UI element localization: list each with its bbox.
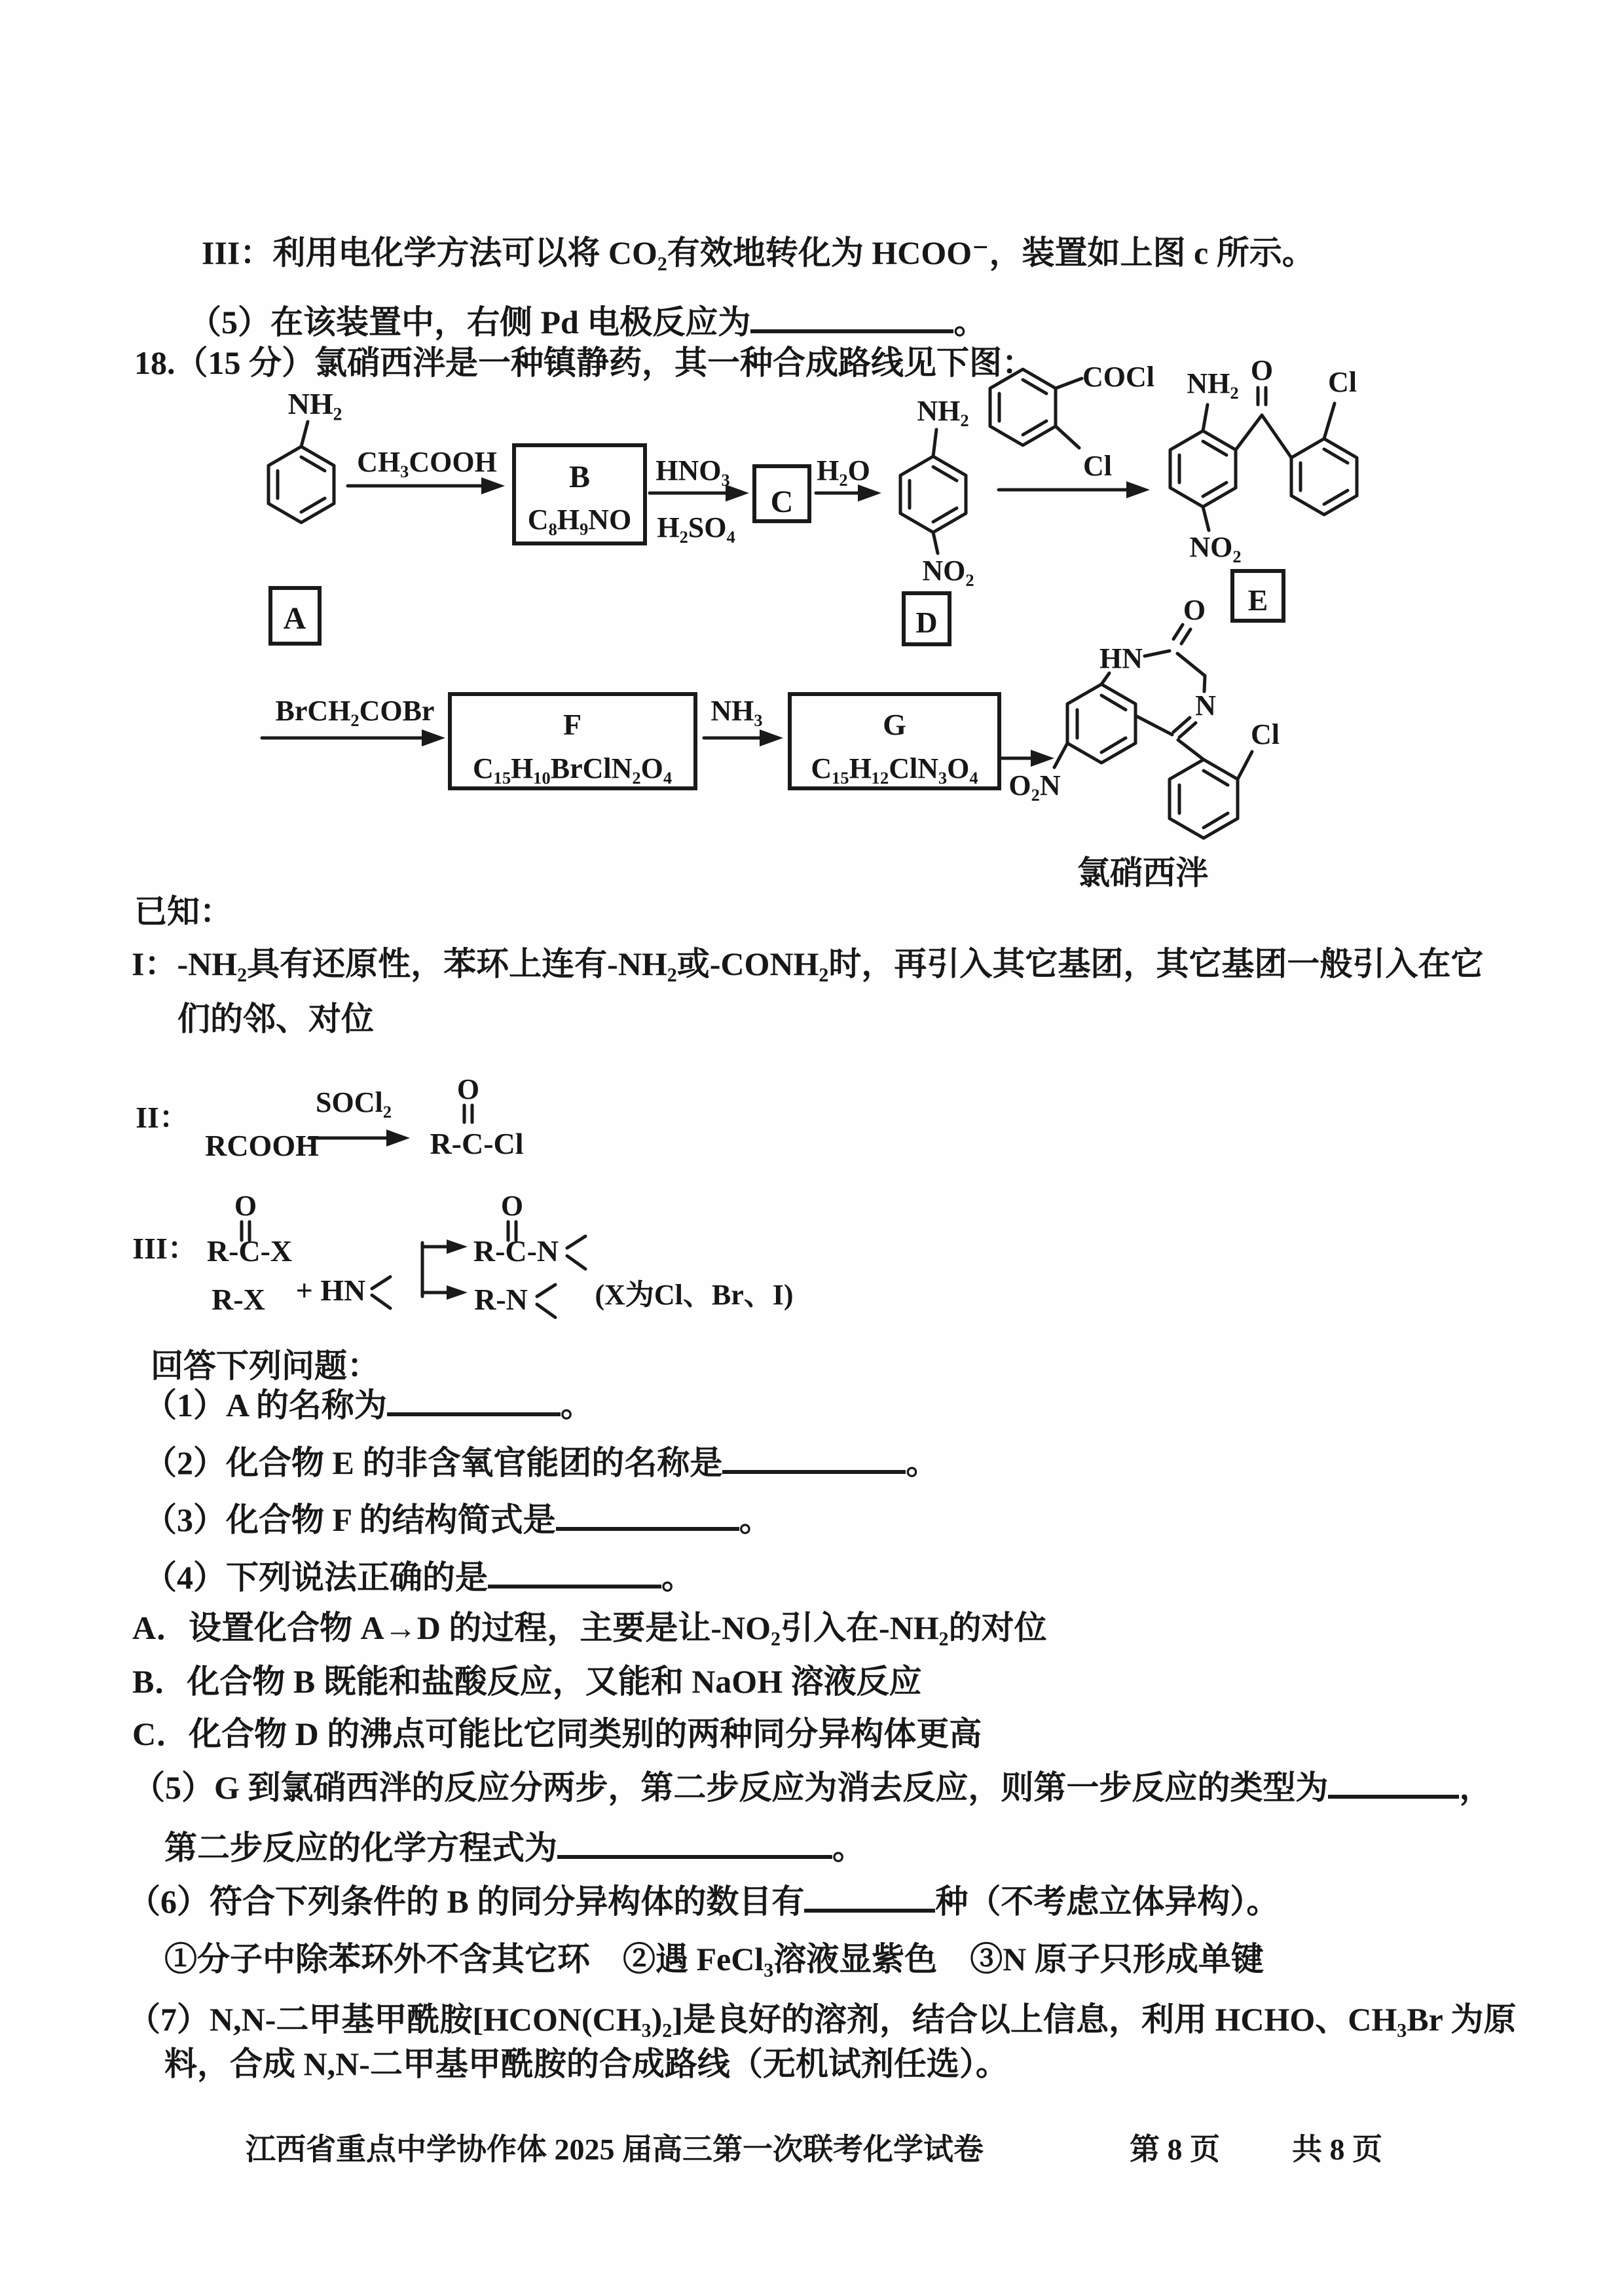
bond (933, 430, 936, 456)
q5a-comma: ， (1459, 1769, 1492, 1806)
amine-bond-stroke (537, 1304, 555, 1317)
compound-e-benzophenone (1170, 354, 1357, 621)
known-item-1-line-1: I：-NH₂具有还原性，苯环上连有-NH₂或-CONH₂时，再引入其它基团，其它基团一般引入在它 (132, 946, 1484, 982)
question-7-line-1: （7）N,N-二甲基甲酰胺[HCON(CH₃)₂]是良好的溶剂，结合以上信息，利用 HCHO、CH₃Br 为原 (128, 2001, 1517, 2038)
compound-c-box (754, 466, 809, 521)
reaction-arrow-7 (1002, 750, 1054, 767)
arrow-head (422, 729, 445, 746)
bond (1203, 405, 1208, 431)
q5b-text: 第二步反应的化学方程式为 (164, 1829, 557, 1866)
amino-group-label: NH₂ (1187, 367, 1239, 399)
question-5a (132, 1761, 1492, 1808)
formula-f: C₁₅H₁₀BrClN₂O₄ (472, 752, 673, 784)
footer-page-number: 第 8 页 (1130, 2133, 1220, 2166)
compound-a-aniline (268, 387, 342, 644)
label-a: A (283, 601, 306, 636)
compound-b-box (514, 445, 645, 543)
chloro-label: Cl (1083, 450, 1112, 482)
q6-suffix: 种（不考虑立体异构）。 (935, 1883, 1280, 1920)
bond (1137, 716, 1172, 735)
halide-note: (X为Cl、Br、I) (595, 1279, 794, 1311)
reaction-arrow-1 (348, 446, 505, 494)
formula-g: C₁₅H₁₂ClN₃O₄ (811, 752, 978, 784)
q2-period: 。 (906, 1444, 939, 1481)
amino-group-label: NH₂ (917, 395, 969, 427)
arrow-head (481, 477, 505, 494)
reagent-brch2cobr: BrCH₂COBr (275, 695, 435, 727)
amine-product: R-N (474, 1283, 528, 1316)
reagent-socl2: SOCl₂ (316, 1086, 392, 1118)
q5-top-text: （5）在该装置中，右侧 Pd 电极反应为 (189, 304, 751, 340)
alkyl-halide: R-X (212, 1283, 265, 1316)
known-ii-reaction (131, 1048, 589, 1179)
q5b-period: 。 (832, 1829, 865, 1866)
amine-bond-stroke (567, 1236, 585, 1248)
amide-product: R-C-N (473, 1234, 559, 1268)
arrow-head (1031, 750, 1054, 767)
reaction-arrow-4 (999, 481, 1150, 498)
acyl-chloride-product: R-C-Cl (430, 1127, 524, 1160)
amine-bond-stroke (567, 1256, 585, 1269)
question-3 (144, 1494, 772, 1541)
bond (1203, 507, 1209, 530)
arrow-head (386, 1129, 410, 1147)
option-a: A．设置化合物 A→D 的过程，主要是让-NO₂引入在-NH₂的对位 (132, 1609, 1047, 1646)
nitro-group-label: NO₂ (1189, 531, 1242, 563)
synthesis-scheme (183, 340, 1585, 917)
question-1 (144, 1379, 593, 1426)
q4-period: 。 (661, 1559, 694, 1596)
imine-nitrogen-label: N (1195, 689, 1216, 722)
bond (1178, 740, 1204, 760)
known-ii-label: II： (136, 1101, 189, 1134)
acyl-halide: R-C-X (206, 1234, 293, 1268)
amine-bond-stroke (372, 1277, 390, 1289)
bond (933, 532, 938, 553)
reagent-hno3: HNO₃ (655, 454, 730, 487)
amine-bond-stroke (537, 1285, 555, 1296)
bond (1056, 378, 1082, 388)
bond (1236, 415, 1262, 450)
answer-blank (804, 1902, 935, 1913)
question-5b (164, 1822, 865, 1869)
reagent-nh3: NH₃ (710, 695, 763, 727)
q3-text: （3）化合物 F 的结构简式是 (144, 1501, 556, 1538)
reaction-arrow-6 (704, 695, 783, 746)
q4-text: （4）下列说法正确的是 (144, 1559, 488, 1596)
question-18-header: 18.（15 分）氯硝西泮是一种镇静药，其一种合成路线见下图： (134, 344, 1035, 381)
option-c: C．化合物 D 的沸点可能比它同类别的两种同分异构体更高 (132, 1716, 982, 1752)
reaction-arrow-3 (816, 454, 881, 502)
answer-blank (556, 1520, 739, 1531)
plus-amine: + HN (295, 1274, 366, 1307)
product-clonazepam (1008, 594, 1280, 891)
amide-nh-label: HN (1099, 642, 1143, 674)
answer-blank (557, 1848, 832, 1859)
product-name: 氯硝西泮 (1077, 854, 1208, 891)
known-item-1-line-2: 们的邻、对位 (177, 1001, 374, 1037)
label-b: B (568, 460, 591, 494)
carbonyl-oxygen-label: O (500, 1190, 524, 1222)
reagent-h2o: H₂O (817, 454, 870, 487)
answer-blank (722, 1463, 906, 1474)
amine-bond-stroke (372, 1295, 390, 1308)
reagent-chlorobenzoyl-chloride (990, 361, 1154, 482)
label-c: C (770, 485, 794, 519)
compound-f-box (450, 694, 695, 788)
bond (1324, 403, 1335, 439)
question-2 (144, 1437, 938, 1484)
carbonyl-oxygen-label: O (1250, 354, 1274, 386)
bond (1238, 752, 1252, 779)
q2-text: （2）化合物 E 的非含氧官能团的名称是 (144, 1444, 723, 1481)
answer-blank (387, 1406, 561, 1416)
carbonyl-oxygen-label: O (234, 1190, 257, 1222)
compound-d-nitroaniline (900, 395, 974, 644)
question-6 (128, 1875, 1279, 1922)
arrow-head (447, 1239, 468, 1254)
answer-blank (1328, 1788, 1459, 1799)
label-d: D (915, 606, 938, 639)
q6-text: （6）符合下列条件的 B 的同分异构体的数目有 (128, 1883, 805, 1920)
arrow-head (726, 485, 749, 502)
chloro-label: Cl (1328, 366, 1357, 398)
reaction-arrow-2 (650, 454, 749, 543)
question-7-line-2: 料，合成 N,N-二甲基甲酰胺的合成路线（无机试剂任选）。 (164, 2046, 1008, 2082)
bond (1262, 415, 1291, 458)
chloro-label: Cl (1251, 718, 1280, 750)
carbonyl-double-bond (1173, 625, 1183, 639)
q5-top-period: 。 (953, 304, 987, 340)
arrow-head (1126, 481, 1150, 498)
statement-iii: III：利用电化学方法可以将 CO₂有效地转化为 HCOO⁻，装置如上图 c 所示。 (202, 234, 1315, 271)
q3-period: 。 (739, 1501, 772, 1538)
label-g: G (883, 708, 906, 741)
bond (1145, 651, 1170, 656)
amino-group-label: NH₂ (287, 387, 342, 420)
known-iii-label: III： (132, 1232, 198, 1265)
reagent-ch3cooh: CH₃COOH (357, 446, 497, 478)
option-b: B．化合物 B 既能和盐酸反应，又能和 NaOH 溶液反应 (132, 1663, 922, 1700)
answer-blank (488, 1578, 661, 1588)
label-e: E (1247, 583, 1268, 617)
answer-blank (750, 323, 953, 333)
known-iii-reaction (124, 1179, 963, 1329)
label-f: F (563, 708, 582, 741)
arrow-head (760, 729, 783, 746)
compound-g-box (790, 694, 999, 788)
q1-text: （1）A 的名称为 (144, 1387, 387, 1423)
arrow-head (858, 485, 881, 502)
bond (301, 422, 308, 447)
footer-page-total: 共 8 页 (1292, 2133, 1382, 2166)
carbonyl-double-bond (1181, 629, 1190, 644)
question-6-conditions: ①分子中除苯环外不含其它环 ②遇 FeCl₃溶液显紫色 ③N 原子只形成单键 (164, 1941, 1264, 1977)
q5a-text: （5）G 到氯硝西泮的反应分两步，第二步反应为消去反应，则第一步反应的类型为 (132, 1769, 1329, 1806)
carbonyl-oxygen-label: O (456, 1073, 480, 1105)
bond (1177, 653, 1205, 676)
nitro-group-label: O₂N (1008, 769, 1061, 801)
carboxylic-acid: RCOOH (205, 1129, 319, 1162)
question-4 (144, 1551, 694, 1598)
q1-period: 。 (560, 1387, 593, 1423)
reagent-h2so4: H₂SO₄ (657, 511, 735, 543)
answer-section-title: 回答下列问题： (151, 1348, 380, 1384)
bond (1056, 426, 1079, 448)
known-title: 已知： (134, 893, 232, 930)
arrow-head (447, 1285, 468, 1300)
footer-exam-title: 江西省重点中学协作体 2025 届高三第一次联考化学试卷 (246, 2133, 984, 2166)
bond (1101, 673, 1109, 684)
formula-b: C₈H₉NO (527, 504, 632, 536)
nitro-group-label: NO₂ (922, 555, 974, 587)
carbonyl-oxygen-label: O (1183, 594, 1206, 626)
acyl-chloride-label: COCl (1082, 361, 1154, 393)
reaction-arrow-5 (262, 695, 445, 746)
bond (1054, 743, 1067, 767)
